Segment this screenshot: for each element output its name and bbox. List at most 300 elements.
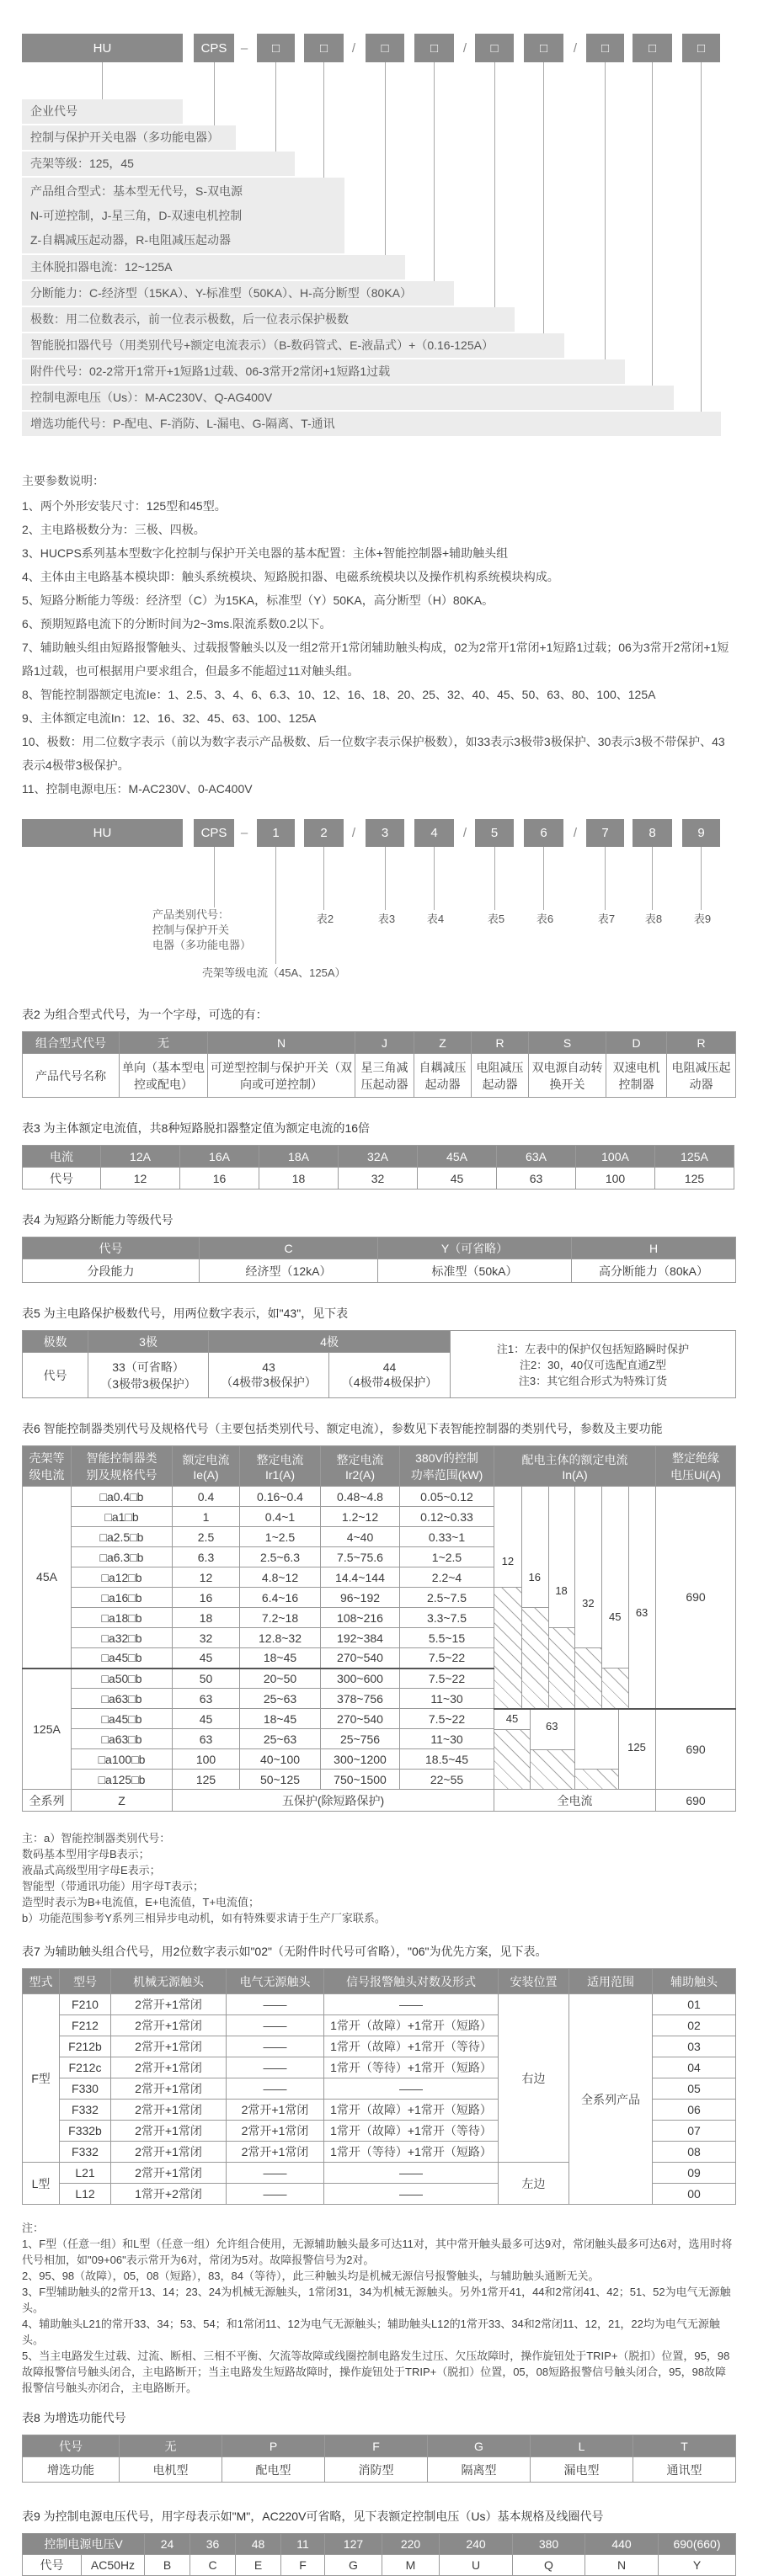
cell: 32 [339,1168,418,1190]
table4 [22,1237,736,1283]
cell: —— [227,2015,324,2036]
cell: 4.8~12 [240,1567,321,1588]
cell: 极数 [23,1331,88,1353]
callout-optional-function: 增选功能代号：P-配电、F-消防、L-漏电、G-隔离、T-通讯 [22,412,721,436]
digit-box-6: 6 [524,819,563,847]
cell: 06 [653,2100,736,2121]
model-code-diagram [0,0,758,459]
table4-title: 表4 为短路分断能力等级代号 [22,1213,173,1227]
parameter-item: 8、智能控制器额定电流Ie：1、2.5、3、4、6、6.3、10、12、16、18、20、25、32、40、45、50、63、80、100、125A [22,688,656,701]
callout-smart-release: 智能脱扣器代号（用类别代号+额定电流表示）（B-数码管式、E-液晶式）+（0.16-125A） [22,333,564,358]
cell: 127 [325,2534,382,2555]
cell: 18~45 [240,1709,321,1729]
cell: D [606,1032,667,1054]
connector-line [652,62,653,386]
cell: H [572,1237,736,1259]
cell: 04 [653,2057,736,2078]
cell: 代号 [23,1353,88,1398]
cell: 33（可省略） （3极带3极保护） [88,1353,209,1398]
cell: F210 [60,1994,111,2015]
cell: F332b [60,2121,111,2142]
cell: 7.5~22 [400,1648,494,1669]
cell: 代号 [23,1237,200,1259]
table-ref-2: 表2 [316,913,334,925]
digit-box-8: 8 [633,819,672,847]
callout-release-current: 主体脱扣器电流：12~125A [22,255,405,279]
in-current-staircase-125: 45 63 125 [494,1709,656,1790]
cell: 440 [585,2534,659,2555]
cell: R [472,1032,529,1054]
type-f-cell: F型 [23,1994,60,2163]
cell: 经济型（12kA） [200,1259,378,1283]
cell: N [208,1032,355,1054]
cell: 45 [173,1648,240,1669]
cell: 配电主体的额定电流 In(A) [494,1446,656,1487]
cell: 08 [653,2142,736,2163]
table9 [22,2533,736,2576]
cell: 通讯型 [633,2457,736,2483]
cell: 4~40 [321,1527,400,1547]
table-row [23,2457,736,2483]
cell: 96~192 [321,1588,400,1608]
cell: —— [324,1994,499,2015]
cell: 0.4~1 [240,1507,321,1527]
cell: 220 [382,2534,440,2555]
cell: 0.05~0.12 [400,1487,494,1507]
table-row [23,1054,736,1098]
cell: 63 [497,1168,576,1190]
cell: 型式 [23,1969,60,1994]
cell: 6.4~16 [240,1588,321,1608]
cell: 100 [173,1749,240,1770]
cell: 代号 [23,2435,120,2457]
slash-separator: / [462,40,467,56]
table-ref-9: 表9 [693,913,712,925]
cell: L21 [60,2163,111,2184]
cell: 192~384 [321,1628,400,1648]
cell: 18A [259,1146,339,1168]
cell: 45A [418,1146,497,1168]
cell: 单向（基本型电控或配电） [120,1054,208,1098]
table5 [22,1330,736,1398]
cell: 43 （4极带3极保护） [209,1353,329,1398]
cell: 100 [576,1168,655,1190]
cell: 16 [180,1168,259,1190]
cell: 1常开+2常闭 [111,2184,227,2205]
cell: 36 [190,2534,236,2555]
cell: F [325,2435,428,2457]
company-code-box: HU [22,34,183,62]
cell: 7.5~22 [400,1669,494,1689]
table-row [23,1032,736,1054]
cell: 12.8~32 [240,1628,321,1648]
cell: 125 [173,1770,240,1790]
cell: 40~100 [240,1749,321,1770]
frame-45a-cell: 45A [23,1487,72,1669]
slash-separator: / [351,826,356,840]
ui-voltage-cell: 690 [656,1487,736,1709]
cell: 分段能力 [23,1259,200,1283]
cell: Z [72,1790,173,1812]
cell: 双速电机控制器 [606,1054,667,1098]
connector-line [494,847,495,910]
cell: 2.5~6.3 [240,1547,321,1567]
code-box-4: □ [414,34,454,62]
cell: □a125□b [72,1770,173,1790]
cell: 1~2.5 [400,1547,494,1567]
code-box-1: □ [257,34,295,62]
cell: 1常开（故障）+1常开（短路） [324,2100,499,2121]
dash-separator: – [240,40,248,56]
cell: □a63□b [72,1689,173,1709]
code-box-8: □ [633,34,672,62]
cell: 18 [259,1168,339,1190]
cell: 0.16~0.4 [240,1487,321,1507]
cell: □a45□b [72,1648,173,1669]
table6 [22,1445,736,1812]
table-row [23,1790,736,1812]
cell: □a16□b [72,1588,173,1608]
type-l-cell: L型 [23,2163,60,2205]
cell: 额定电流 Ie(A) [173,1446,240,1487]
cell: M [382,2555,440,2576]
cell: F332 [60,2100,111,2121]
digit-box-3: 3 [366,819,404,847]
connector-line [701,847,702,910]
cell: F330 [60,2078,111,2100]
cell: 18 [173,1608,240,1628]
cell: 16A [180,1146,259,1168]
connector-line [434,62,435,281]
cell: B [145,2555,190,2576]
cell: 270~540 [321,1709,400,1729]
parameter-item: 6、预期短路电流下的分断时间为2~3ms.限流系数0.2以下。 [22,617,332,631]
cell: U [440,2555,513,2576]
table-row [23,2435,736,2457]
code-box-3: □ [366,34,404,62]
cell: □a45□b [72,1709,173,1729]
table5-notes: 注1：左表中的保护仅包括短路瞬时保护 注2：30，40仅可选配直通Z型 注3：其它组合形式为特殊订货 [451,1331,736,1398]
cell: 电阻减压起动器 [472,1054,529,1098]
table-ref-7: 表7 [597,913,616,925]
cell: 750~1500 [321,1770,400,1790]
cell: 09 [653,2163,736,2184]
table2 [22,1031,736,1098]
cell: 63A [497,1146,576,1168]
connector-line [385,847,386,910]
cell: 自耦减压起动器 [414,1054,472,1098]
connector-line [701,62,702,412]
cell: 2.5 [173,1527,240,1547]
connector-line [605,62,606,359]
cell: 无 [120,1032,208,1054]
cell: 11~30 [400,1729,494,1749]
digit-box-1: 1 [257,819,295,847]
cell: 适用范围 [569,1969,653,1994]
parameter-item: 7、辅助触头组由短路报警触头、过载报警触头以及一组2常开1常闭辅助触头构成，02为2常开1常闭+1短路1过载；06为3常开2常闭+1短路1过载，也可根据用户要求组合，但最多不能超过11对触头组。 [22,641,729,678]
cell: 0.4 [173,1487,240,1507]
cell: 2常开+1常闭 [111,2036,227,2057]
category-code-box: CPS [194,819,234,847]
cell: 48 [236,2534,281,2555]
table-ref-8: 表8 [644,913,663,925]
slash-separator: / [573,40,578,56]
cell: 全电流 [494,1790,656,1812]
cell: G [325,2555,382,2576]
slash-separator: / [462,826,467,840]
cell: 45 [173,1709,240,1729]
digit-box-5: 5 [475,819,514,847]
cell: —— [227,2036,324,2057]
cell: 1~2.5 [240,1527,321,1547]
cell: 1常开（故障）+1常开（等待） [324,2121,499,2142]
cell: 1常开（等待）+1常开（短路） [324,2057,499,2078]
callout-category: 控制与保护开关电器（多功能电器） [22,125,236,150]
table3 [22,1145,734,1190]
cell: F332 [60,2142,111,2163]
cell: 270~540 [321,1648,400,1669]
table5-title: 表5 为主电路保护极数代号，用两位数字表示，如"43"，见下表 [22,1307,349,1320]
cell: 300~600 [321,1669,400,1689]
cell: 辅助触头 [653,1969,736,1994]
cell: —— [227,2163,324,2184]
table-row [23,1994,736,2015]
cell: 20~50 [240,1669,321,1689]
table-row [23,1237,736,1259]
connector-line [543,847,544,910]
connector-line [275,847,276,964]
cell: 双电源自动转换开关 [529,1054,606,1098]
cell: 12A [101,1146,180,1168]
connector-line [652,847,653,910]
table-ref-3: 表3 [377,913,396,925]
cell: 全系列 [23,1790,72,1812]
in-current-staircase-45: 12 16 18 32 45 63 [494,1487,656,1709]
table-row [23,1446,736,1487]
cell: S [529,1032,606,1054]
cell: —— [227,2078,324,2100]
parameter-item: 9、主体额定电流In：12、16、32、45、63、100、125A [22,711,317,725]
cell: 0.33~1 [400,1527,494,1547]
cell: 690(660) [659,2534,736,2555]
cell: G [428,2435,531,2457]
cell: 信号报警触头对数及形式 [324,1969,499,1994]
position-left-cell: 左边 [499,2163,569,2205]
cell: 控制电源电压V [23,2534,145,2555]
cell: 漏电型 [531,2457,633,2483]
category-label: 产品类别代号： 控制与保护开关 电器（多功能电器） [152,908,252,951]
callout-poles: 极数：用二位数表示，前一位表示极数，后一位表示保护极数 [22,307,515,332]
digit-box-9: 9 [682,819,720,847]
cell: AC50Hz [82,2555,145,2576]
table-ref-6: 表6 [536,913,554,925]
cell: 7.5~75.6 [321,1547,400,1567]
table6-title: 表6 智能控制器类别代号及规格代号（主要包括类别代号、额定电流），参数见下表智能控制器的类别代号，参数及主要功能 [22,1422,663,1435]
cell: 2.5~7.5 [400,1588,494,1608]
cell: 壳架等 级电流 [23,1446,72,1487]
category-code-box: CPS [194,34,234,62]
parameter-item: 4、主体由主电路基本模块即：触头系统模块、短路脱扣器、电磁系统模块以及操作机构系统模块构成。 [22,570,559,583]
cell: 五保护(除短路保护) [173,1790,494,1812]
cell: R [667,1032,736,1054]
cell: 05 [653,2078,736,2100]
cell: 7.5~22 [400,1709,494,1729]
cell: 电机型 [120,2457,222,2483]
applicable-range-cell: 全系列产品 [569,1994,653,2205]
cell: C [200,1237,378,1259]
table-row [23,1969,736,1994]
cell: □a50□b [72,1669,173,1689]
cell: 高分断能力（80kA） [572,1259,736,1283]
cell: 配电型 [222,2457,325,2483]
cell: 240 [440,2534,513,2555]
cell: □a100□b [72,1749,173,1770]
table6-notes: 主：a）智能控制器类别代号： 数码基本型用字母B表示； 液晶式高级型用字母E表示； 智能型（带通讯功能）用字母T表示； 造型时表示为B+电流值，E+电流值，T+电流值； b）功能范围参考Y系列三相异步电动机，如有特殊要求请于生产厂家联系。 [22,1832,386,1924]
frame-125a-cell: 125A [23,1669,72,1790]
table-row [23,1331,736,1353]
parameter-item: 3、HUCPS系列基本型数字化控制与保护开关电器的基本配置：主体+智能控制器+辅助触头组 [22,546,509,560]
cell: 2常开+1常闭 [111,2163,227,2184]
connector-line [323,62,324,178]
cell: 整定电流 Ir2(A) [321,1446,400,1487]
cell: 125A [655,1146,734,1168]
cell: —— [324,2184,499,2205]
table-row [23,2555,736,2576]
code-box-7: □ [586,34,624,62]
parameter-item: 11、控制电源电压：M-AC230V、0-AC400V [22,782,253,796]
table-ref-5: 表5 [487,913,505,925]
cell: Z [414,1032,472,1054]
cell: 22~55 [400,1770,494,1790]
callout-breaking-capacity: 分断能力：C-经济型（15KA）、Y-标准型（50KA）、H-高分断型（80KA） [22,281,454,306]
parameter-item: 1、两个外形安装尺寸：125型和45型。 [22,499,227,513]
cell: 63 [173,1689,240,1709]
cell: 型号 [60,1969,111,1994]
cell: 机械无源触头 [111,1969,227,1994]
code-box-5: □ [475,34,514,62]
cell: 1 [173,1507,240,1527]
table-row [23,1709,736,1729]
cell: 3.3~7.5 [400,1608,494,1628]
cell: 无 [120,2435,222,2457]
cell: 电气无源触头 [227,1969,324,1994]
cell: 电阻减压起动器 [667,1054,736,1098]
cell: 1常开（等待）+1常开（短路） [324,2142,499,2163]
cell: 整定绝缘 电压Ui(A) [656,1446,736,1487]
table9-title: 表9 为控制电源电压代号，用字母表示如"M"，AC220V可省略，见下表额定控制电压（Us）基本规格及线圈代号 [22,2509,604,2523]
cell: □a6.3□b [72,1547,173,1567]
cell: 380 [513,2534,585,2555]
callout-combination-type: 产品组合型式：基本型无代号，S-双电源 N-可逆控制，J-星三角，D-双速电机控制 Z-自耦减压起动器，R-电阻减压起动器 [22,178,344,253]
table7-notes: 注： 1、F型（任意一组）和L型（任意一组）允许组合使用，无源辅助触头最多可达11对，其中常开触头最多可达9对，常闭触头最多可达6对，选用时将代号相加，如"09+06"表示常开为6对，常闭为5对。故障报警信号为2对。 2、95、98（故障），05，08（短路），83，84（等待），此三种触头均是机械无源信号报警触头，与辅助触头通断无关。 3、F型辅助触头的2常开13、14；23、24为机械无源触头，1常闭31，34为机械无源触头。另外1常开41，44和2常闭41、42；51、52为电气无源触头。 4、辅助触头L21的常开33、34；53、54；和1常闭11、12为电气无源触头；辅助触头L12的1常开33、34和2常闭11、12，21，22均为电气无源触头。 5、当主电路发生过载、过流、断相、三相不平衡、欠流等故障或线圈控制电路发生过压、欠压故障时，操作旋钮处于TRIP+（脱扣）位置，95，98故障报警信号触头闭合，主电路断开；当主电路发生短路故障时，操作旋钮处于TRIP+（脱扣）位置，05，08短路报警信号触头闭合，95，98故障报警信号触头亦闭合，主电路断开。 [22,2222,733,2394]
table8-title: 表8 为增选功能代号 [22,2411,126,2424]
cell: 6.3 [173,1547,240,1567]
parameters-title: 主要参数说明： [22,474,104,487]
cell: 01 [653,1994,736,2015]
digit-box-7: 7 [586,819,624,847]
cell: —— [324,2163,499,2184]
cell: Q [513,2555,585,2576]
cell: C [190,2555,236,2576]
cell: Y [659,2555,736,2576]
cell: 25~63 [240,1729,321,1749]
cell: 12 [173,1567,240,1588]
cell: 电流 [23,1146,101,1168]
table-row [23,2534,736,2555]
connector-line [385,62,386,255]
cell: 2常开+1常闭 [111,2078,227,2100]
cell: 1常开（故障）+1常开（等待） [324,2036,499,2057]
cell: 5.5~15 [400,1628,494,1648]
table-row [23,1168,734,1190]
connector-line [214,847,215,907]
cell: T [633,2435,736,2457]
cell: □a32□b [72,1628,173,1648]
callout-accessory: 附件代号：02-2常开1常开+1短路1过载、06-3常开2常闭+1短路1过载 [22,359,625,384]
cell: 代号 [23,2555,82,2576]
cell: 增选功能 [23,2457,120,2483]
cell: 125 [655,1168,734,1190]
cell: 产品代号名称 [23,1054,120,1098]
cell: 02 [653,2015,736,2036]
cell: E [236,2555,281,2576]
table-row [23,1259,736,1283]
connector-line [543,62,544,333]
cell: —— [324,2078,499,2100]
slash-separator: / [351,40,356,56]
cell: 50 [173,1669,240,1689]
cell: L [531,2435,633,2457]
cell: 100A [576,1146,655,1168]
cell: 隔离型 [428,2457,531,2483]
connector-line [214,62,215,125]
cell: 300~1200 [321,1749,400,1770]
cell: 整定电流 Ir1(A) [240,1446,321,1487]
cell: 智能控制器类 别及规格代号 [72,1446,173,1487]
cell: 可逆型控制与保护开关（双向或可逆控制） [208,1054,355,1098]
cell: L12 [60,2184,111,2205]
frame-current-label: 壳架等级电流（45A、125A） [202,966,346,979]
parameter-item: 5、短路分断能力等级：经济型（C）为15KA，标准型（Y）50KA，高分断型（H）80KA。 [22,593,494,607]
cell: 1常开（故障）+1常开（短路） [324,2015,499,2036]
table-reference-diagram [0,819,758,994]
table-row [23,1146,734,1168]
cell: 2常开+1常闭 [111,2142,227,2163]
code-box-6: □ [524,34,563,62]
cell: 2常开+1常闭 [111,1994,227,2015]
callout-company: 企业代号 [22,99,183,124]
table8 [22,2435,736,2483]
cell: 14.4~144 [321,1567,400,1588]
ui-voltage-cell: 690 [656,1709,736,1790]
parameter-item: 10、极数：用二位数字表示（前以为数字表示产品极数、后一位数字表示保护极数），如33表示3极带3极保护、30表示3极不带保护、43表示4极带3极保护。 [22,735,725,772]
cell: 03 [653,2036,736,2057]
cell: □a18□b [72,1608,173,1628]
cell: 18~45 [240,1648,321,1669]
connector-line [275,62,276,152]
table3-title: 表3 为主体额定电流值，共8种短路脱扣器整定值为额定电流的16倍 [22,1121,371,1135]
cell: 2常开+1常闭 [227,2121,324,2142]
cell: □a63□b [72,1729,173,1749]
cell: 07 [653,2121,736,2142]
cell: 108~216 [321,1608,400,1628]
cell: 2常开+1常闭 [111,2057,227,2078]
cell: J [355,1032,414,1054]
cell: 378~756 [321,1689,400,1709]
code-box-9: □ [682,34,720,62]
cell: 25~756 [321,1729,400,1749]
cell: 1.2~12 [321,1507,400,1527]
